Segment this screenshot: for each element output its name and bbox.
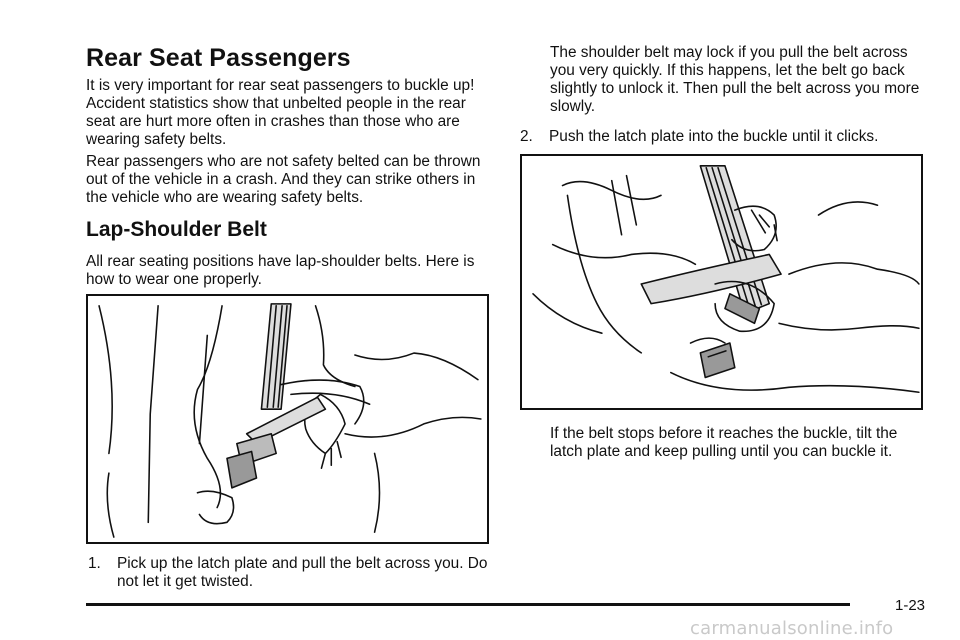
belt-lock-paragraph: The shoulder belt may lock if you pull the belt across you very quickly. If this happens, let the belt go back slightly to unlock it. Then pull the belt across you more slowly. bbox=[550, 44, 920, 115]
lap-belt-paragraph: All rear seating positions have lap-shoulder belts. Here is how to wear one properly. bbox=[86, 253, 475, 288]
section-subheading: Lap-Shoulder Belt bbox=[86, 218, 267, 241]
figure-belt-pull bbox=[86, 294, 489, 544]
figure-belt-buckle bbox=[520, 154, 923, 410]
intro-paragraph-1: It is very important for rear seat passengers to buckle up! Accident statistics show that unbelted people in the rear seat are hurt more often in crashes than those who are wearing safety belts. bbox=[86, 77, 475, 148]
step-1-number: 1. bbox=[88, 555, 101, 572]
page-number: 1-23 bbox=[895, 597, 926, 614]
footer-rule bbox=[86, 603, 850, 606]
step-2-number: 2. bbox=[520, 128, 533, 145]
intro-paragraph-2: Rear passengers who are not safety belted can be thrown out of the vehicle in a crash. And they can strike others in the vehicle who are wearing safety belts. bbox=[86, 153, 481, 206]
seatbelt-buckle-illustration-icon bbox=[522, 156, 921, 408]
watermark: carmanualsonline.info bbox=[690, 618, 894, 639]
seatbelt-pull-illustration-icon bbox=[88, 296, 487, 542]
tilt-latch-paragraph: If the belt stops before it reaches the buckle, tilt the latch plate and keep pulling until you can buckle it. bbox=[550, 425, 898, 460]
step-2-text: Push the latch plate into the buckle until it clicks. bbox=[549, 128, 879, 145]
page-heading: Rear Seat Passengers bbox=[86, 44, 351, 72]
step-1-text: Pick up the latch plate and pull the belt across you. Do not let it get twisted. bbox=[117, 555, 488, 590]
